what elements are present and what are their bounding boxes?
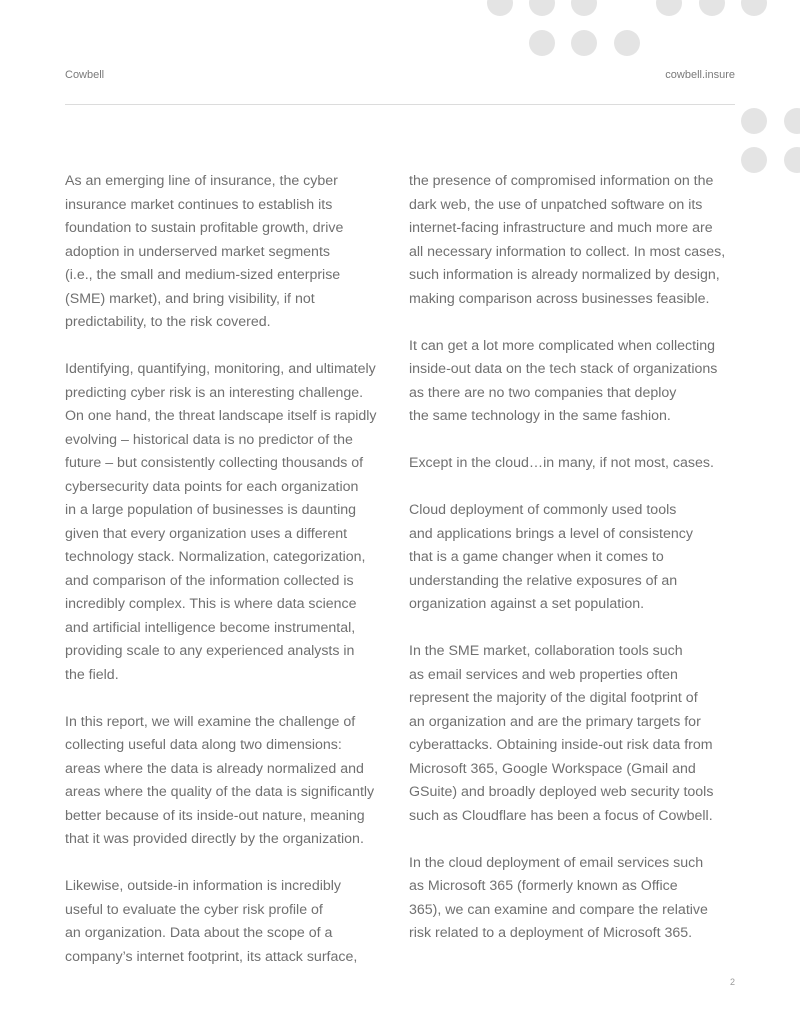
text-line: As an emerging line of insurance, the cyber bbox=[65, 173, 338, 189]
decorative-dot bbox=[571, 30, 597, 56]
decorative-dot bbox=[741, 0, 767, 16]
text-line: incredibly complex. This is where data science bbox=[65, 596, 357, 612]
text-line: the field. bbox=[65, 666, 119, 683]
text-line: In this report, we will examine the challenge of bbox=[65, 713, 356, 730]
text-line: making comparison across businesses feasible. bbox=[409, 290, 710, 307]
decorative-dot bbox=[741, 147, 767, 173]
text-line: and artificial intelligence become instrumental, bbox=[65, 619, 356, 636]
text-line: organization against a set population. bbox=[409, 596, 645, 612]
page-number: 2 bbox=[729, 977, 735, 987]
text-line: an organization and are the primary targets for bbox=[409, 713, 701, 730]
text-line: (i.e., the small and medium-sized enterprise bbox=[65, 267, 341, 283]
text-line: cybersecurity data points for each organization bbox=[65, 478, 359, 495]
text-line: technology stack. Normalization, categorization, bbox=[65, 549, 366, 565]
text-line: dark web, the use of unpatched software on its bbox=[409, 196, 703, 213]
text-line: useful to evaluate the cyber risk profile of bbox=[65, 901, 323, 918]
text-line: providing scale to any experienced analysts in bbox=[65, 643, 355, 659]
decorative-dot bbox=[656, 0, 682, 16]
text-line: cyberattacks. Obtaining inside-out risk data from bbox=[409, 737, 713, 753]
text-line: and applications brings a level of consistency bbox=[409, 525, 693, 542]
text-line: In the cloud deployment of email services such bbox=[409, 854, 704, 871]
text-line: such information is already normalized by design, bbox=[409, 267, 720, 283]
text-line: areas where the data is already normalized and bbox=[65, 760, 364, 777]
decorative-dot bbox=[614, 30, 640, 56]
text-line: future – but consistently collecting thousands of bbox=[65, 455, 364, 471]
text-line: the presence of compromised information on the bbox=[409, 173, 714, 189]
text-line: all necessary information to collect. In most cases, bbox=[409, 243, 726, 260]
text-line: insurance market continues to establish its bbox=[65, 196, 333, 213]
text-line: adoption in underserved market segments bbox=[65, 243, 330, 260]
text-line: In the SME market, collaboration tools such bbox=[409, 643, 683, 659]
paragraph bbox=[65, 170, 395, 335]
paragraph bbox=[409, 640, 739, 828]
text-line: better because of its inside-out nature, meaning bbox=[65, 807, 365, 824]
text-line: inside-out data on the tech stack of organizations bbox=[409, 361, 718, 377]
decorative-dot bbox=[529, 30, 555, 56]
text-line: that it was provided directly by the organization. bbox=[65, 831, 364, 847]
paragraph bbox=[409, 852, 739, 946]
text-line: risk related to a deployment of Microsoft 365. bbox=[409, 925, 693, 941]
text-line: and comparison of the information collected is bbox=[65, 572, 354, 589]
text-line: Likewise, outside-in information is incredibly bbox=[65, 878, 341, 894]
paragraph bbox=[409, 170, 739, 311]
text-line: (SME) market), and bring visibility, if not bbox=[65, 290, 315, 307]
paragraph bbox=[65, 358, 395, 687]
text-line: represent the majority of the digital footprint of bbox=[409, 690, 698, 706]
text-line: as email services and web properties often bbox=[409, 666, 678, 683]
header-divider bbox=[65, 104, 735, 105]
decorative-dot bbox=[741, 108, 767, 134]
text-line: evolving – historical data is no predictor of the bbox=[65, 431, 353, 448]
brand-name: Cowbell bbox=[65, 69, 105, 81]
decorative-dot bbox=[529, 0, 555, 16]
paragraph bbox=[65, 711, 395, 852]
text-line: GSuite) and broadly deployed web security tools bbox=[409, 784, 714, 800]
text-line: that is a game changer when it comes to bbox=[409, 549, 664, 565]
decorative-dot bbox=[784, 147, 800, 173]
paragraph bbox=[409, 335, 739, 429]
paragraph bbox=[65, 875, 395, 969]
text-line: Cloud deployment of commonly used tools bbox=[409, 502, 677, 518]
text-line: On one hand, the threat landscape itself is rapidly bbox=[65, 408, 377, 424]
text-line: 365), we can examine and compare the relative bbox=[409, 901, 708, 918]
body-column-left bbox=[65, 170, 395, 993]
text-line: such as Cloudflare has been a focus of Cowbell. bbox=[409, 807, 713, 824]
text-line: in a large population of businesses is daunting bbox=[65, 502, 357, 518]
text-line: areas where the quality of the data is significantly bbox=[65, 784, 375, 800]
text-line: as there are no two companies that deploy bbox=[409, 384, 677, 401]
decorative-dot bbox=[699, 0, 725, 16]
text-line: Microsoft 365, Google Workspace (Gmail and bbox=[409, 760, 696, 777]
text-line: as Microsoft 365 (formerly known as Office bbox=[409, 878, 678, 894]
decorative-dot bbox=[784, 108, 800, 134]
text-line: predicting cyber risk is an interesting challenge. bbox=[65, 384, 364, 401]
body-column-right bbox=[409, 170, 739, 969]
text-line: an organization. Data about the scope of a bbox=[65, 925, 333, 941]
text-line: collecting useful data along two dimensions: bbox=[65, 737, 342, 753]
decorative-dot bbox=[487, 0, 513, 16]
text-line: given that every organization uses a different bbox=[65, 525, 348, 542]
text-line: Identifying, quantifying, monitoring, and ultimately bbox=[65, 361, 376, 377]
text-line: predictability, to the risk covered. bbox=[65, 314, 271, 330]
paragraph bbox=[409, 499, 739, 617]
paragraph bbox=[409, 452, 739, 476]
text-line: Except in the cloud…in many, if not most, cases. bbox=[409, 455, 714, 471]
decorative-dot bbox=[571, 0, 597, 16]
website-link[interactable]: cowbell.insure bbox=[665, 69, 735, 81]
text-line: It can get a lot more complicated when collecting bbox=[409, 337, 715, 354]
text-line: foundation to sustain profitable growth, drive bbox=[65, 220, 344, 236]
text-line: company’s internet footprint, its attack surface, bbox=[65, 948, 358, 965]
text-line: the same technology in the same fashion. bbox=[409, 408, 671, 424]
text-line: internet-facing infrastructure and much more are bbox=[409, 220, 713, 236]
text-line: understanding the relative exposures of an bbox=[409, 572, 678, 589]
